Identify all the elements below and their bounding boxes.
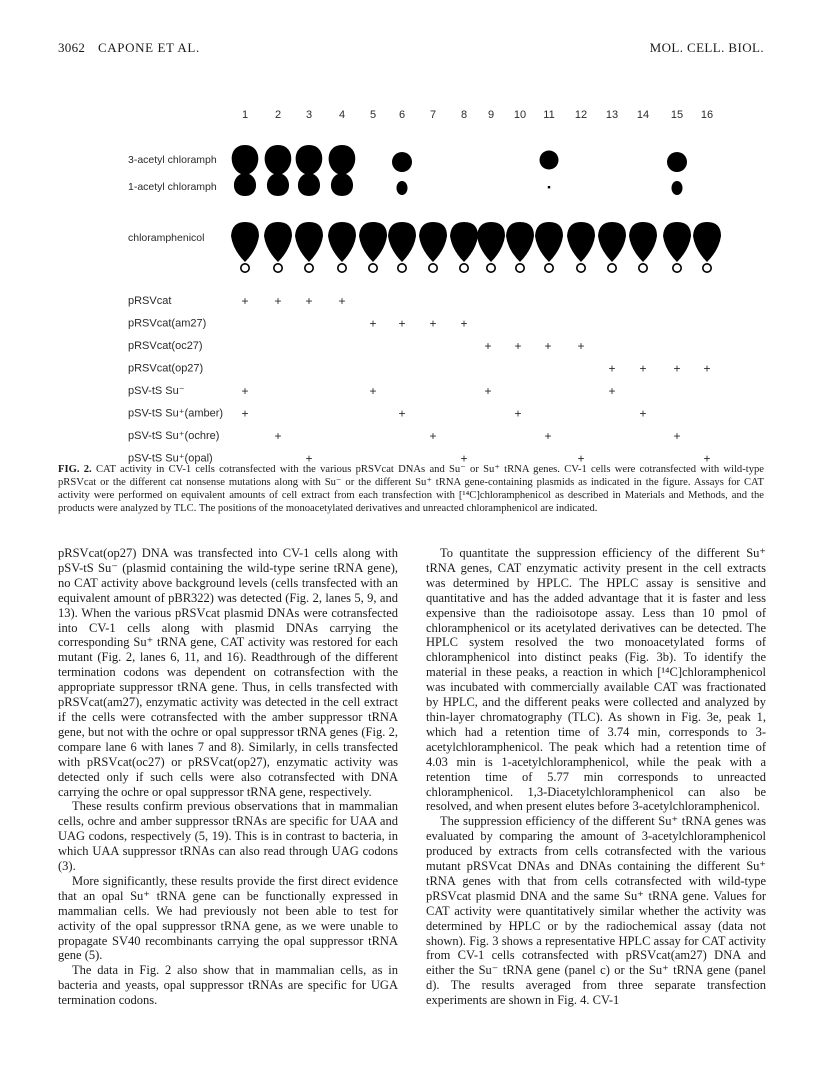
label-chloramphenicol: chloramphenicol bbox=[128, 232, 205, 244]
chloramphenicol-spot-shape bbox=[419, 222, 447, 262]
caption-text: CAT activity in CV-1 cells cotransfected with the various pRSVcat DNAs and Su⁻ or Su⁺ tRNA genes. CV-1 cells were cotransfected with wild-type pRSVcat or the different cat nonsense mutations along with Su⁻ or the different Su⁺ tRNA gene-containing plasmids as indicated in the figure. Assays for CAT activity were performed on equivalent amounts of cell extract from each transfection with [¹⁴C]chloramphenicol as described in Materials and Methods, and the products were analyzed by TLC. The positions of the monoacetylated derivatives and unreacted chloramphenicol are indicated. bbox=[58, 464, 764, 514]
lane-number: 14 bbox=[636, 109, 650, 121]
chloramphenicol-spot bbox=[328, 222, 356, 262]
plus-mark: + bbox=[484, 339, 492, 353]
lane-number: 2 bbox=[274, 109, 282, 121]
chloramphenicol-spot bbox=[598, 222, 626, 262]
plus-mark: + bbox=[639, 406, 647, 421]
plasmid-table bbox=[128, 294, 711, 466]
origin-spot bbox=[608, 264, 616, 272]
left-column bbox=[58, 546, 398, 1008]
plus-mark: + bbox=[398, 316, 406, 331]
plus-mark: + bbox=[429, 429, 437, 443]
acetyl1-spot bbox=[672, 181, 683, 195]
chloramphenicol-spot-shape bbox=[328, 222, 356, 262]
label-3-acetyl: 3-acetyl chloramph bbox=[128, 154, 217, 166]
chloramphenicol-spot bbox=[567, 222, 595, 262]
page-number: 3062 bbox=[58, 40, 86, 55]
origin-spot bbox=[487, 264, 495, 272]
chloramphenicol-spot-shape bbox=[567, 222, 595, 262]
chloramphenicol-spot-shape bbox=[598, 222, 626, 262]
lane-number: 4 bbox=[338, 109, 346, 121]
chloramphenicol-spot-shape bbox=[506, 222, 534, 262]
plasmid-row-label: pRSVcat(am27) bbox=[128, 317, 207, 330]
plus-mark: + bbox=[305, 294, 313, 308]
lane-number: 5 bbox=[369, 109, 377, 121]
lane-number: 9 bbox=[487, 109, 495, 121]
plus-mark: + bbox=[274, 429, 282, 443]
lane-number: 8 bbox=[460, 109, 468, 121]
acetyl1-trace bbox=[548, 186, 550, 188]
acetyl-spot bbox=[329, 145, 356, 196]
origin-spot bbox=[703, 264, 711, 272]
plus-mark: + bbox=[639, 361, 647, 376]
chloramphenicol-spot bbox=[477, 222, 505, 262]
right-column bbox=[426, 546, 766, 1008]
lane-number: 3 bbox=[305, 109, 313, 121]
label-1-acetyl: 1-acetyl chloramph bbox=[128, 181, 217, 193]
plus-mark: + bbox=[274, 294, 282, 308]
plasmid-row-label: pSV-tS Su⁺(amber) bbox=[128, 407, 224, 420]
plus-mark: + bbox=[460, 316, 468, 331]
chloramphenicol-spot-shape bbox=[693, 222, 721, 262]
acetyl3-spot bbox=[667, 152, 687, 172]
acetyl-spot bbox=[232, 145, 259, 196]
plus-mark: + bbox=[241, 294, 249, 308]
tlc-spots bbox=[231, 145, 721, 272]
chloramphenicol-spot-shape bbox=[450, 222, 478, 262]
plasmid-row-label: pSV-tS Su⁺(ochre) bbox=[128, 430, 220, 442]
origin-spot bbox=[460, 264, 468, 272]
acetyl3-spot bbox=[540, 151, 559, 170]
chloramphenicol-spot bbox=[629, 222, 657, 262]
plasmid-row-label: pRSVcat(oc27) bbox=[128, 340, 203, 352]
running-authors: CAPONE ET AL. bbox=[98, 40, 200, 55]
plus-mark: + bbox=[369, 384, 377, 398]
lane-number: 13 bbox=[605, 109, 619, 121]
plus-mark: + bbox=[369, 316, 377, 331]
right-paragraph-2: The suppression efficiency of the different Su⁺ tRNA genes was evaluated by comparing the amount of 3-acetylchloramphenicol produced by extracts from cells cotransfected with the various mutant pRSVcat DNAs and DNAs containing the different Su⁺ tRNA genes with that from cells cotransfected with wild-type pRSVcat plasmid DNA and the same Su⁺ tRNA gene. Values for CAT activity were quantitatively similar whether the activity was determined by HPLC or by the radiochemical assay (data not shown). Fig. 3 shows a representative HPLC assay for CAT activity from CV-1 cells cotransfected with pRSVcat(am27) DNA and either the Su⁻ tRNA gene (panel c) or the Su⁺ tRNA gene (panel d). The results averaged from three separate transfection experiments are shown in Fig. 4. CV-1 bbox=[426, 814, 766, 1008]
acetyl-spot bbox=[265, 145, 292, 196]
origin-spot bbox=[639, 264, 647, 272]
tlc-figure bbox=[0, 0, 816, 480]
chloramphenicol-spot bbox=[359, 222, 387, 262]
right-paragraph-1: To quantitate the suppression efficiency of the different Su⁺ tRNA genes, CAT enzymatic activity present in the cell extracts was determined by HPLC. The HPLC assay is sensitive and quantitative and has the added advantage that it is faster and less expensive than the radioisotope assay. Less than 10 pmol of chloramphenicol or its acetylated derivatives can be detected. The HPLC system resolved the two monoacetylated forms of chloramphenicol into distinct peaks (Fig. 3b). To identify the material in these peaks, a reaction in which [¹⁴C]chloramphenicol was incubated with commercially available CAT was fractionated by HPLC, and the different peaks were collected and analyzed by thin-layer chromatography (TLC). As shown in Fig. 3e, peak 1, which had a retention time of 3.74 min, corresponds to 3-acetylchloramphenicol. The peak which had a retention time of 4.03 min is 1-acetylchloramphenicol, while the peak with a retention time of 5.77 min corresponds to unreacted chloramphenicol. 1,3-Diacetylchloramphenicol can also be resolved, and when present elutes before 3-acetylchloramphenicol. bbox=[426, 546, 766, 814]
plus-mark: + bbox=[460, 451, 468, 466]
origin-spot bbox=[429, 264, 437, 272]
left-paragraph-1: pRSVcat(op27) DNA was transfected into CV-1 cells along with pSV-tS Su⁻ (plasmid containing the wild-type serine tRNA gene), no CAT activity above background levels (cells transfected with an equivalent amount of pBR322) was detected (Fig. 2, lanes 5, 9, and 13). When the various pRSVcat plasmid DNAs were cotransfected into CV-1 cells along with plasmid DNAs carrying the corresponding Su⁺ tRNA gene, CAT activity was restored for each mutant (Fig. 2, lanes 6, 11, and 16). Readthrough of the different termination codons was dependent on cotransfection with the appropriate suppressor tRNA gene. Thus, in cells transfected with pRSVcat(am27), enzymatic activity was detected in the cell extract if the cells were cotransfected with the amber suppressor tRNA gene, but not with the ochre or opal suppressor tRNA genes (Fig. 2, compare lane 6 with lanes 7 and 8). Similarly, in cells transfected with pRSVcat(oc27) or pRSVcat(op27), enzymatic activity was detected only if such cells were also cotransfected with DNA carrying the ochre or opal suppressor tRNA gene, respectively. bbox=[58, 546, 398, 799]
chloramphenicol-spot-shape bbox=[663, 222, 691, 262]
chloramphenicol-spot bbox=[264, 222, 292, 262]
left-paragraph-3: More significantly, these results provide the first direct evidence that an opal Su⁺ tRNA gene can be functionally expressed in mammalian cells. We had previously not been able to test for activity of the opal suppressor tRNA gene, as we were unable to propagate SV40 recombinants carrying the opal suppressor tRNA gene (5). bbox=[58, 873, 398, 963]
origin-spot bbox=[577, 264, 585, 272]
plus-mark: + bbox=[241, 384, 249, 398]
chloramphenicol-spot bbox=[663, 222, 691, 262]
origin-spot bbox=[673, 264, 681, 272]
plus-mark: + bbox=[398, 406, 406, 421]
plus-mark: + bbox=[544, 429, 552, 443]
plus-mark: + bbox=[241, 406, 249, 421]
plus-mark: + bbox=[703, 361, 711, 376]
lane-number: 7 bbox=[429, 109, 437, 121]
chloramphenicol-spot bbox=[295, 222, 323, 262]
plus-mark: + bbox=[608, 361, 616, 376]
lane-number: 12 bbox=[574, 109, 588, 121]
chloramphenicol-spot bbox=[231, 222, 259, 262]
chloramphenicol-spot bbox=[535, 222, 563, 262]
lane-number: 15 bbox=[670, 109, 684, 121]
plus-mark: + bbox=[514, 339, 522, 353]
origin-spot bbox=[398, 264, 406, 272]
plus-mark: + bbox=[673, 429, 681, 443]
plus-mark: + bbox=[608, 384, 616, 398]
chloramphenicol-spot-shape bbox=[231, 222, 259, 262]
lane-number: 10 bbox=[513, 109, 527, 121]
lane-number: 11 bbox=[543, 109, 555, 121]
chloramphenicol-spot-shape bbox=[535, 222, 563, 262]
plasmid-row-label: pRSVcat bbox=[128, 295, 172, 307]
plus-mark: + bbox=[514, 406, 522, 421]
chloramphenicol-spot-shape bbox=[629, 222, 657, 262]
chloramphenicol-spot-shape bbox=[388, 222, 416, 262]
origin-spot bbox=[274, 264, 282, 272]
plus-mark: + bbox=[577, 451, 585, 466]
lane-number: 16 bbox=[700, 109, 714, 121]
plus-mark: + bbox=[544, 339, 552, 353]
journal-name: MOL. CELL. BIOL. bbox=[649, 40, 764, 55]
acetyl-spot bbox=[296, 145, 323, 196]
acetyl1-spot bbox=[397, 181, 408, 195]
lane-number: 6 bbox=[398, 109, 406, 121]
figure-caption bbox=[58, 463, 764, 515]
plus-mark: + bbox=[484, 384, 492, 398]
plus-mark: + bbox=[305, 451, 313, 466]
origin-spot bbox=[369, 264, 377, 272]
plus-mark: + bbox=[673, 361, 681, 376]
origin-spot bbox=[338, 264, 346, 272]
origin-spot bbox=[305, 264, 313, 272]
left-paragraph-4: The data in Fig. 2 also show that in mammalian cells, as in bacteria and yeasts, opal suppressor tRNAs are specific for UGA termination codons. bbox=[58, 963, 398, 1008]
plus-mark: + bbox=[703, 451, 711, 466]
chloramphenicol-spot-shape bbox=[295, 222, 323, 262]
chloramphenicol-spot bbox=[388, 222, 416, 262]
chloramphenicol-spot bbox=[693, 222, 721, 262]
plasmid-row-label: pSV-tS Su⁺(opal) bbox=[128, 452, 213, 465]
chloramphenicol-spot bbox=[450, 222, 478, 262]
chloramphenicol-spot-shape bbox=[359, 222, 387, 262]
plus-mark: + bbox=[429, 316, 437, 331]
origin-spot bbox=[545, 264, 553, 272]
origin-spot bbox=[241, 264, 249, 272]
chloramphenicol-spot-shape bbox=[477, 222, 505, 262]
chloramphenicol-spot bbox=[506, 222, 534, 262]
origin-spot bbox=[516, 264, 524, 272]
plus-mark: + bbox=[577, 339, 585, 353]
lane-numbers bbox=[242, 109, 713, 121]
plasmid-row-label: pSV-tS Su⁻ bbox=[128, 385, 185, 397]
acetyl3-spot bbox=[392, 152, 412, 172]
left-paragraph-2: These results confirm previous observations that in mammalian cells, ochre and amber suppressor tRNAs are specific for UAA and UAG codons, respectively (5, 19). This is in contrast to bacteria, in which UAA suppressor tRNAs can also read through UAG codons (3). bbox=[58, 799, 398, 874]
caption-figno: FIG. 2. bbox=[58, 464, 92, 475]
chloramphenicol-spot bbox=[419, 222, 447, 262]
plus-mark: + bbox=[338, 294, 346, 308]
chloramphenicol-spot-shape bbox=[264, 222, 292, 262]
lane-number: 1 bbox=[241, 109, 249, 121]
plasmid-row-label: pRSVcat(op27) bbox=[128, 362, 204, 375]
